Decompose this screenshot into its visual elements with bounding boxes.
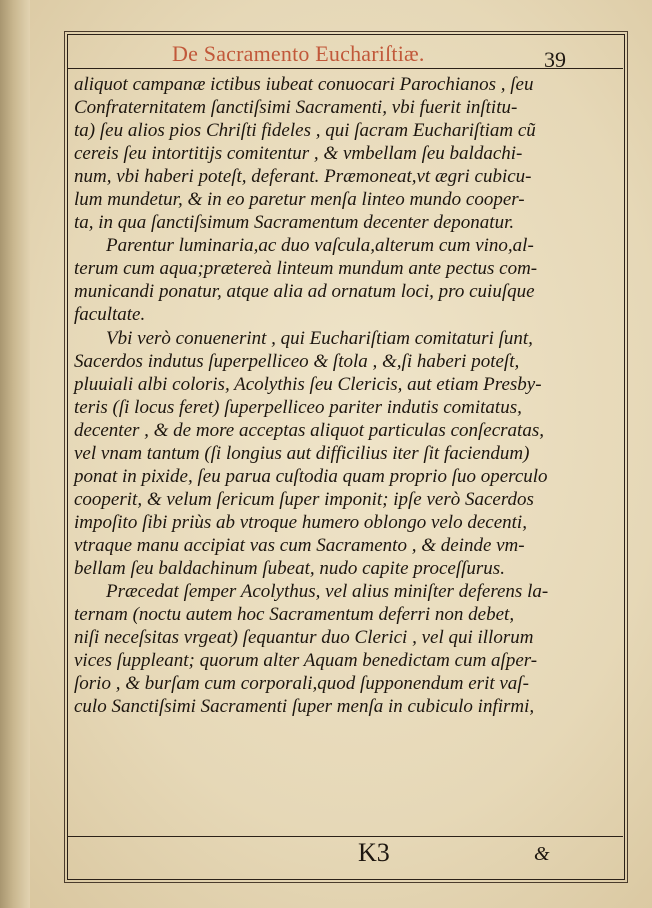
- text-line: Confraternitatem ſanctiſsimi Sacramenti, vbi fuerit inſtitu-: [74, 97, 518, 119]
- text-line: cereis ſeu intortitijs comitentur , & vmbellam ſeu baldachi-: [74, 143, 523, 165]
- text-line: decenter , & de more acceptas aliquot particulas conſecratas,: [74, 419, 544, 441]
- footer-rule: [68, 836, 623, 837]
- text-line: culo Sanctiſsimi Sacramenti ſuper menſa in cubiculo infirmi,: [74, 696, 535, 718]
- text-line: vtraque manu accipiat vas cum Sacramento , & deinde vm-: [74, 534, 525, 556]
- text-line: Vbi verò conuenerint , qui Euchariſtiam comitaturi ſunt,: [106, 327, 533, 349]
- binding-gutter: [0, 0, 30, 908]
- text-line: Parentur luminaria,ac duo vaſcula,alterum cum vino,al-: [106, 235, 534, 257]
- body-text: [74, 73, 574, 718]
- text-line: bellam ſeu baldachinum ſubeat, nudo capite proceſſurus.: [74, 557, 505, 579]
- text-line: municandi ponatur, atque alia ad ornatum loci, pro cuiuſque: [74, 281, 535, 303]
- text-line: ta, in qua ſanctiſsimum Sacramentum decenter deponatur.: [74, 212, 515, 234]
- text-line: ternam (noctu autem hoc Sacramentum deferri non debet,: [74, 604, 515, 626]
- signature-mark: K3: [358, 838, 390, 867]
- header-rule: [68, 68, 623, 69]
- text-line: aliquot campanæ ictibus iubeat conuocari Parochianos , ſeu: [74, 74, 534, 95]
- text-line: terum cum aqua;prætereà linteum mundum ante pectus com-: [74, 258, 538, 280]
- text-line: facultate.: [74, 304, 146, 326]
- page-number: 39: [544, 47, 566, 72]
- running-head: De Sacramento Euchariſtiæ.: [172, 41, 425, 66]
- text-line: vel vnam tantum (ſi longius aut difficilius iter ſit faciendum): [74, 442, 530, 464]
- text-line: Sacerdos indutus ſuperpelliceo & ſtola , &,ſi haberi poteſt,: [74, 350, 520, 372]
- text-line: ſorio , & burſam cum corporali,quod ſupponendum erit vaſ-: [74, 673, 529, 695]
- text-line: ponat in pixide, ſeu parua cuſtodia quam proprio ſuo operculo: [74, 465, 548, 487]
- text-line: pluuiali albi coloris, Acolythis ſeu Clericis, aut etiam Presby-: [74, 373, 542, 395]
- text-line: Præcedat ſemper Acolythus, vel alius miniſter deferens la-: [106, 581, 549, 603]
- text-line: teris (ſi locus feret) ſuperpelliceo pariter indutis comitatus,: [74, 396, 522, 418]
- text-line: num, vbi haberi poteſt, deferant. Præmoneat,vt ægri cubicu-: [74, 166, 532, 188]
- text-line: lum mundetur, & in eo paretur menſa linteo mundo cooper-: [74, 189, 525, 211]
- text-line: cooperit, & velum ſericum ſuper imponit; ipſe verò Sacerdos: [74, 488, 534, 510]
- text-line: niſi neceſsitas vrgeat) ſequantur duo Clerici , vel qui illorum: [74, 627, 534, 649]
- catchword: &: [534, 843, 550, 865]
- text-line: vices ſuppleant; quorum alter Aquam benedictam cum aſper-: [74, 650, 538, 672]
- text-line: ta) ſeu alios pios Chriſti fideles , qui ſacram Euchariſtiam cũ: [74, 120, 536, 142]
- text-line: impoſito ſibi priùs ab vtroque humero oblongo velo decenti,: [74, 511, 527, 533]
